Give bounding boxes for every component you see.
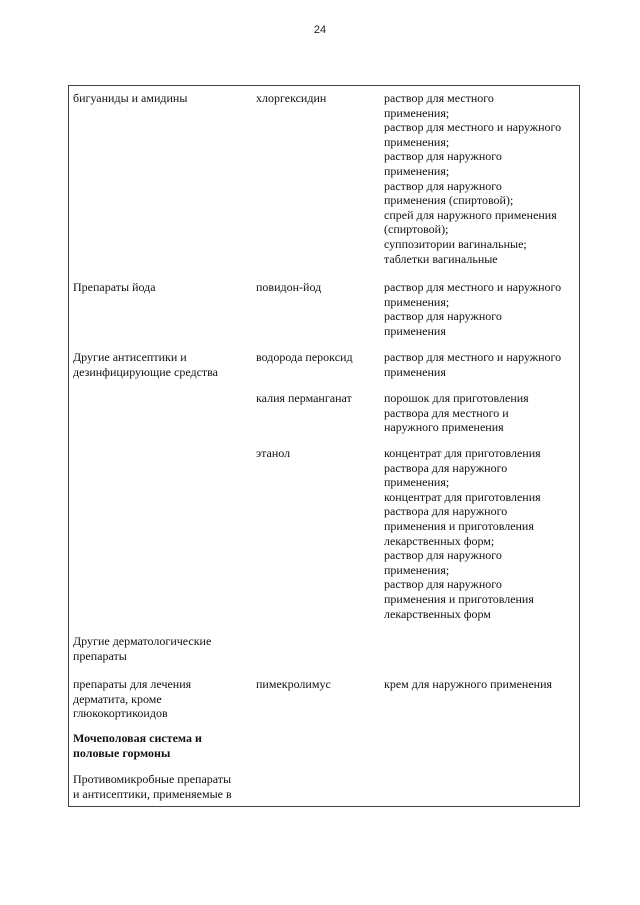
- text-line: применения;: [384, 294, 450, 309]
- drug-cell: [256, 280, 381, 295]
- text-line: применения;: [384, 134, 450, 149]
- text-line: Противомикробные препараты: [73, 772, 232, 786]
- text-line: концентрат для приготовления: [384, 446, 541, 460]
- text-line: глюкокортикоидов: [73, 706, 168, 721]
- forms-cell: [384, 91, 579, 266]
- text-line: применения: [384, 323, 446, 338]
- text-line: препараты для лечения: [73, 677, 192, 691]
- text-line: раствор для наружного: [384, 149, 502, 164]
- forms-cell: [384, 280, 579, 338]
- forms-cell: [384, 391, 579, 435]
- text-line: Мочеполовая система и: [73, 731, 202, 745]
- text-line: раствора для наружного: [384, 504, 508, 519]
- page-number: 24: [313, 24, 327, 36]
- drug-cell: [256, 677, 381, 692]
- text-line: лекарственных форм: [384, 606, 491, 621]
- group-cell: [73, 350, 251, 379]
- text-line: наружного применения: [384, 420, 504, 435]
- text-line: применения;: [384, 475, 450, 490]
- text-line: раствор для местного и наружного: [384, 120, 562, 135]
- text-line: раствора для местного и: [384, 405, 509, 420]
- text-line: крем для наружного применения: [384, 677, 553, 691]
- text-line: раствор для местного и наружного: [384, 280, 562, 294]
- text-line: Другие антисептики и: [73, 350, 187, 364]
- text-line: дерматита, кроме: [73, 691, 162, 706]
- text-line: концентрат для приготовления: [384, 489, 541, 504]
- text-line: дезинфицирующие средства: [73, 364, 219, 379]
- text-line: применения: [384, 364, 446, 379]
- text-line: применения и приготовления: [384, 591, 534, 606]
- section-heading: [73, 731, 251, 760]
- text-line: применения;: [384, 105, 450, 120]
- text-line: применения и приготовления: [384, 518, 534, 533]
- drug-cell: [256, 391, 381, 406]
- text-line: раствора для наружного: [384, 460, 508, 475]
- text-line: порошок для приготовления: [384, 391, 529, 405]
- drug-cell: [256, 91, 381, 106]
- text-line: применения;: [384, 163, 450, 178]
- text-line: пимекролимус: [256, 677, 331, 691]
- group-cell: [73, 772, 251, 801]
- text-line: раствор для наружного: [384, 309, 502, 324]
- group-cell: [73, 634, 251, 663]
- text-line: водорода пероксид: [256, 350, 353, 364]
- text-line: (спиртовой);: [384, 222, 449, 237]
- text-line: раствор для наружного: [384, 178, 502, 193]
- text-line: хлоргексидин: [256, 91, 327, 105]
- text-line: спрей для наружного применения: [384, 207, 557, 222]
- text-line: половые гормоны: [73, 745, 171, 760]
- text-line: раствор для наружного: [384, 577, 502, 592]
- text-line: суппозитории вагинальные;: [384, 236, 527, 251]
- drug-cell: [256, 446, 381, 461]
- text-line: препараты: [73, 648, 127, 663]
- group-cell: [73, 91, 251, 106]
- forms-cell: [384, 350, 579, 379]
- text-line: применения;: [384, 562, 450, 577]
- text-line: этанол: [256, 446, 291, 460]
- forms-cell: [384, 446, 579, 621]
- text-line: раствор для местного и наружного: [384, 350, 562, 364]
- text-line: бигуаниды и амидины: [73, 91, 188, 105]
- text-line: таблетки вагинальные: [384, 251, 498, 266]
- text-line: раствор для наружного: [384, 548, 502, 563]
- group-cell: [73, 280, 251, 295]
- text-line: Другие дерматологические: [73, 634, 212, 648]
- drug-cell: [256, 350, 381, 365]
- text-line: применения (спиртовой);: [384, 193, 514, 208]
- text-line: калия перманганат: [256, 391, 352, 405]
- text-line: лекарственных форм;: [384, 533, 495, 548]
- forms-cell: [384, 677, 579, 692]
- text-line: Препараты йода: [73, 280, 156, 294]
- group-cell: [73, 677, 251, 721]
- text-line: и антисептики, применяемые в: [73, 786, 232, 801]
- text-line: раствор для местного: [384, 91, 494, 105]
- text-line: повидон-йод: [256, 280, 322, 294]
